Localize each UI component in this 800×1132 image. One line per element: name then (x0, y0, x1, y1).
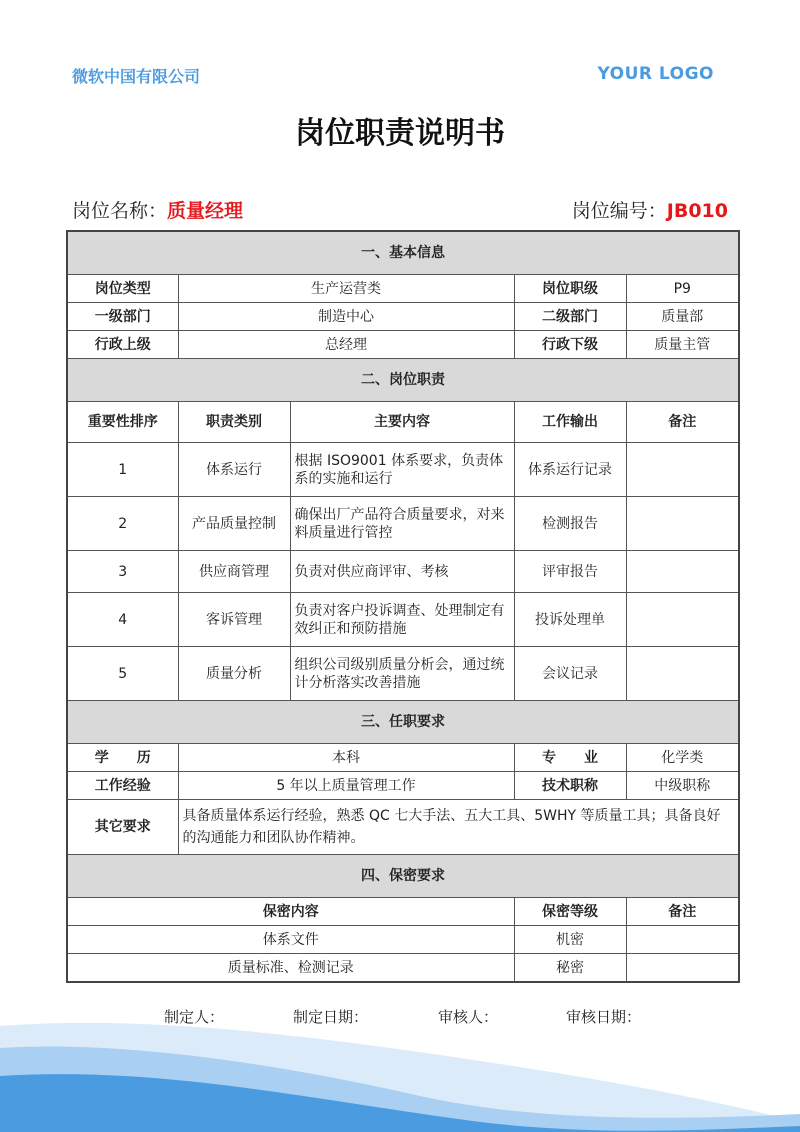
duty-category: 产品质量控制 (178, 497, 290, 551)
section-confidentiality: 四、保密要求 (67, 855, 739, 898)
duty-category: 客诉管理 (178, 593, 290, 647)
table-row (67, 443, 739, 497)
conf-content: 质量标准、检测记录 (67, 954, 514, 983)
value-major: 化学类 (626, 744, 739, 772)
table-row (67, 497, 739, 551)
position-code (572, 196, 728, 223)
duty-rank: 5 (67, 647, 178, 701)
position-name-label: 岗位名称： (72, 200, 168, 222)
table-row (67, 593, 739, 647)
label-dept-level2: 二级部门 (514, 303, 626, 331)
value-dept-level1: 制造中心 (178, 303, 514, 331)
label-subordinate: 行政下级 (514, 331, 626, 359)
duty-rank: 1 (67, 443, 178, 497)
label-tech-title: 技术职称 (514, 772, 626, 800)
label-position-type: 岗位类型 (67, 275, 178, 303)
conf-level: 机密 (514, 926, 626, 954)
value-education: 本科 (178, 744, 514, 772)
duty-output: 体系运行记录 (514, 443, 626, 497)
duty-content: 组织公司级别质量分析会，通过统计分析落实改善措施 (290, 647, 514, 701)
value-subordinate: 质量主管 (626, 331, 739, 359)
conf-header-note: 备注 (626, 898, 739, 926)
duty-note (626, 443, 739, 497)
page-title: 岗位职责说明书 (295, 116, 505, 151)
footer-maker: 制定人： (164, 1008, 225, 1026)
label-position-level: 岗位职级 (514, 275, 626, 303)
duty-note (626, 497, 739, 551)
conf-content: 体系文件 (67, 926, 514, 954)
duty-header-content: 主要内容 (290, 402, 514, 443)
duty-note (626, 593, 739, 647)
duty-rank: 2 (67, 497, 178, 551)
value-dept-level2: 质量部 (626, 303, 739, 331)
label-superior: 行政上级 (67, 331, 178, 359)
logo: YOUR LOGO (597, 64, 714, 84)
position-code-value: JB010 (666, 200, 728, 222)
table-row (67, 647, 739, 701)
conf-note (626, 926, 739, 954)
label-other-requirements: 其它要求 (67, 800, 178, 855)
table-row (67, 926, 739, 954)
duty-category: 供应商管理 (178, 551, 290, 593)
label-major: 专 业 (514, 744, 626, 772)
duty-output: 会议记录 (514, 647, 626, 701)
duty-rank: 4 (67, 593, 178, 647)
duty-output: 检测报告 (514, 497, 626, 551)
label-dept-level1: 一级部门 (67, 303, 178, 331)
job-description-table (66, 230, 740, 983)
duty-output: 评审报告 (514, 551, 626, 593)
duty-content: 根据 ISO9001 体系要求，负责体系的实施和运行 (290, 443, 514, 497)
value-position-level: P9 (626, 275, 739, 303)
footer-reviewer: 审核人： (438, 1008, 499, 1026)
duty-header-note: 备注 (626, 402, 739, 443)
position-name-value: 质量经理 (167, 200, 244, 222)
duty-content: 负责对客户投诉调查、处理制定有效纠正和预防措施 (290, 593, 514, 647)
duty-header-output: 工作输出 (514, 402, 626, 443)
duty-note (626, 647, 739, 701)
position-name (72, 196, 243, 223)
label-education: 学 历 (67, 744, 178, 772)
position-code-label: 岗位编号： (571, 200, 667, 222)
duty-category: 质量分析 (178, 647, 290, 701)
footer-review-date: 审核日期： (566, 1008, 642, 1026)
label-experience: 工作经验 (67, 772, 178, 800)
conf-header-content: 保密内容 (67, 898, 514, 926)
duty-note (626, 551, 739, 593)
footer-make-date: 制定日期： (293, 1008, 369, 1026)
value-experience: 5 年以上质量管理工作 (178, 772, 514, 800)
section-requirements: 三、任职要求 (67, 701, 739, 744)
duty-header-category: 职责类别 (178, 402, 290, 443)
decorative-wave (0, 1018, 800, 1132)
duty-rank: 3 (67, 551, 178, 593)
conf-note (626, 954, 739, 983)
company-name: 微软中国有限公司 (72, 67, 201, 86)
duty-content: 负责对供应商评审、考核 (290, 551, 514, 593)
value-tech-title: 中级职称 (626, 772, 739, 800)
table-row (67, 954, 739, 983)
duty-content: 确保出厂产品符合质量要求，对来料质量进行管控 (290, 497, 514, 551)
conf-level: 秘密 (514, 954, 626, 983)
conf-header-level: 保密等级 (514, 898, 626, 926)
table-row (67, 551, 739, 593)
section-basic-info: 一、基本信息 (67, 231, 739, 275)
value-other-requirements: 具备质量体系运行经验，熟悉 QC 七大手法、五大工具、5WHY 等质量工具；具备良好的沟通能力和团队协作精神。 (178, 800, 739, 855)
duty-category: 体系运行 (178, 443, 290, 497)
duty-header-rank: 重要性排序 (67, 402, 178, 443)
value-position-type: 生产运营类 (178, 275, 514, 303)
duty-output: 投诉处理单 (514, 593, 626, 647)
value-superior: 总经理 (178, 331, 514, 359)
section-duties: 二、岗位职责 (67, 359, 739, 402)
